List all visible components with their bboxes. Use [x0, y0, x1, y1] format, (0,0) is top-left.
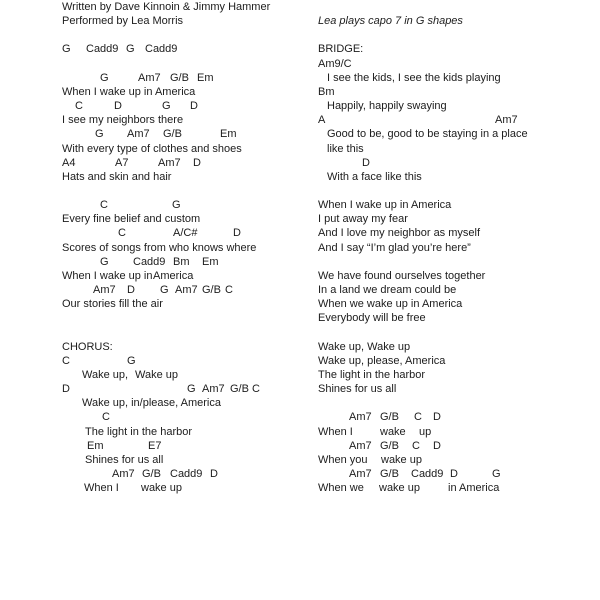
chord-symbol: Am7 — [93, 284, 116, 296]
text-segment: Happily, happily swaying — [327, 100, 447, 113]
text-segment: When I wake up in — [62, 269, 153, 282]
text-segment: With every type of clothes and shoes — [62, 142, 242, 155]
chord-symbol: C — [252, 383, 260, 396]
chord-line — [0, 58, 600, 72]
chord-symbol: Cadd9 — [86, 43, 119, 56]
lyric-line — [0, 100, 600, 114]
chord-symbol: G/B — [380, 411, 399, 424]
lyric-line — [0, 341, 600, 355]
lyric-line — [0, 199, 600, 213]
text-segment: wake up — [381, 453, 422, 466]
chord-symbol: C — [62, 354, 70, 367]
text-segment: Written by Dave Kinnoin & Jimmy Hammer — [62, 1, 271, 13]
chord-symbol: G/B — [170, 71, 189, 84]
chord-line — [0, 114, 600, 128]
text-segment: like this — [327, 142, 364, 155]
chord-symbol: Em — [87, 439, 104, 452]
chord-symbol: Bm — [173, 255, 190, 268]
chord-symbol: Am7 — [495, 114, 518, 127]
chord-symbol: Am7 — [349, 467, 372, 480]
chord-symbol: C — [414, 411, 422, 424]
text-segment: When we wake up in America — [318, 298, 463, 311]
text-segment: Lea plays capo 7 in G shapes — [318, 15, 463, 28]
chord-symbol: G — [126, 43, 135, 56]
text-segment: Every fine belief and custom — [62, 213, 201, 226]
chord-symbol: D — [210, 467, 218, 480]
lyric-line — [0, 312, 600, 326]
text-segment: With a face like this — [327, 170, 422, 183]
text-segment: And I say “I’m glad you’re here” — [318, 241, 471, 254]
text-segment: Shines for us all — [85, 453, 164, 466]
chord-symbol: G/B — [163, 128, 182, 141]
chord-symbol: G — [162, 100, 171, 113]
chord-symbol: C — [75, 100, 83, 113]
text-segment: up — [419, 425, 432, 438]
chord-symbol: Am7 — [127, 128, 150, 141]
chord-symbol: G — [127, 354, 136, 367]
chord-symbol: D — [193, 156, 201, 169]
text-segment: Everybody will be free — [318, 312, 426, 325]
lyric-line — [0, 213, 600, 227]
text-segment: The light in the harbor — [318, 368, 426, 381]
chord-symbol: A4 — [62, 156, 76, 169]
chord-symbol: A7 — [115, 156, 129, 169]
text-segment: Performed by Lea Morris — [62, 15, 184, 28]
text-segment: In a land we dream could be — [318, 284, 457, 296]
lyric-line — [0, 383, 600, 397]
text-segment: wake up — [141, 482, 182, 495]
text-segment: When I wake up in America — [318, 199, 452, 212]
text-segment: Shines for us all — [318, 383, 397, 396]
chord-symbol: C — [118, 227, 126, 240]
chord-symbol: C — [412, 439, 420, 452]
chord-symbol: D — [114, 100, 122, 113]
lyric-line — [0, 298, 600, 312]
chord-symbol: D — [450, 467, 458, 480]
capo-note — [0, 15, 600, 29]
chord-symbol: Bm — [318, 85, 335, 98]
chord-symbol: G — [95, 128, 104, 141]
chord-symbol: G/B — [380, 439, 399, 452]
text-segment: Wake up, please, America — [318, 354, 446, 367]
text-segment: Our stories fill the air — [62, 298, 163, 311]
chord-symbol: Am7 — [138, 71, 161, 84]
chord-symbol: G/B — [142, 467, 161, 480]
lyric-line — [0, 454, 600, 468]
chord-symbol: Am7 — [158, 156, 181, 169]
chord-symbol: G — [100, 71, 109, 84]
text-segment: When I — [84, 482, 119, 495]
lyric-line — [0, 143, 600, 157]
text-segment: I see the kids, I see the kids playing — [327, 71, 501, 84]
chord-line — [0, 157, 600, 171]
text-segment: BRIDGE: — [318, 43, 364, 56]
text-segment: Wake up — [135, 368, 179, 381]
chord-symbol: G/B — [202, 284, 221, 296]
text-segment: Wake up, Wake up — [318, 340, 411, 353]
text-segment: wake — [380, 425, 406, 438]
chord-symbol: D — [190, 100, 198, 113]
chord-symbol: G — [492, 467, 501, 480]
text-segment: Hats and skin and hair — [62, 170, 172, 183]
chord-symbol: A/C# — [173, 227, 198, 240]
chord-symbol: Em — [220, 128, 237, 141]
text-segment: When I wake up in America — [62, 85, 196, 98]
chord-symbol: G — [62, 43, 71, 56]
chord-symbol: Cadd9 — [133, 255, 166, 268]
chord-symbol: G — [100, 255, 109, 268]
chord-symbol: Am7 — [175, 284, 198, 296]
chord-symbol: D — [362, 156, 370, 169]
chord-line — [0, 411, 600, 425]
text-segment: America — [153, 269, 194, 282]
chord-line — [0, 440, 600, 454]
chord-symbol: D — [433, 439, 441, 452]
text-segment: We have found ourselves together — [318, 269, 486, 282]
lyric-line — [0, 270, 600, 284]
text-segment: When you — [318, 453, 368, 466]
text-segment: I see my neighbors there — [62, 114, 184, 127]
chord-symbol: Cadd9 — [145, 43, 178, 56]
text-segment: Wake up, — [82, 368, 129, 381]
lyric-line — [0, 72, 600, 86]
text-segment: CHORUS: — [62, 340, 113, 353]
chord-symbol: C — [102, 411, 110, 424]
text-segment: The light in the harbor — [85, 425, 193, 438]
lyric-line — [0, 355, 600, 369]
text-segment: in America — [448, 482, 500, 495]
chord-symbol: C — [100, 199, 108, 212]
chord-symbol: G/B — [230, 383, 249, 396]
text-segment: And I love my neighbor as myself — [318, 227, 481, 240]
chord-symbol: Am7 — [349, 439, 372, 452]
chord-symbol: A — [318, 114, 326, 127]
chord-line — [0, 86, 600, 100]
text-segment: Scores of songs from who knows where — [62, 241, 257, 254]
text-segment: When I — [318, 425, 353, 438]
chord-symbol: G — [172, 199, 181, 212]
chord-symbol: D — [127, 284, 135, 296]
text-segment: Wake up, in/please, America — [82, 397, 221, 410]
chord-symbol: G/B — [380, 467, 399, 480]
chord-symbol: G — [160, 284, 169, 296]
chord-symbol: G — [187, 383, 196, 396]
lyric-line — [0, 242, 600, 256]
chord-symbol: Am7 — [202, 383, 225, 396]
chord-symbol: D — [62, 383, 70, 396]
chord-symbol: Em — [202, 255, 219, 268]
lyric-line — [0, 284, 600, 298]
lyric-line — [0, 128, 600, 142]
lyric-line — [0, 227, 600, 241]
lyric-line — [0, 171, 600, 185]
chord-symbol: Em — [197, 71, 214, 84]
chord-symbol: Am7 — [349, 411, 372, 424]
text-segment: wake up — [379, 482, 420, 495]
chord-symbol: D — [433, 411, 441, 424]
text-segment: I put away my fear — [318, 213, 408, 226]
text-segment: Good to be, good to be staying in a place — [327, 128, 528, 141]
chord-symbol: Am7 — [112, 467, 135, 480]
chord-symbol: D — [233, 227, 241, 240]
chord-line — [0, 468, 600, 482]
lyric-line — [0, 482, 600, 496]
lyric-line — [0, 369, 600, 383]
chord-symbol: Cadd9 — [411, 467, 444, 480]
chord-symbol: Cadd9 — [170, 467, 203, 480]
lyric-line — [0, 426, 600, 440]
chord-symbol: Am9/C — [318, 57, 352, 70]
chord-symbol: C — [225, 284, 233, 296]
section-label — [0, 43, 600, 57]
text-segment: When we — [318, 482, 364, 495]
chord-symbol: E7 — [148, 439, 162, 452]
